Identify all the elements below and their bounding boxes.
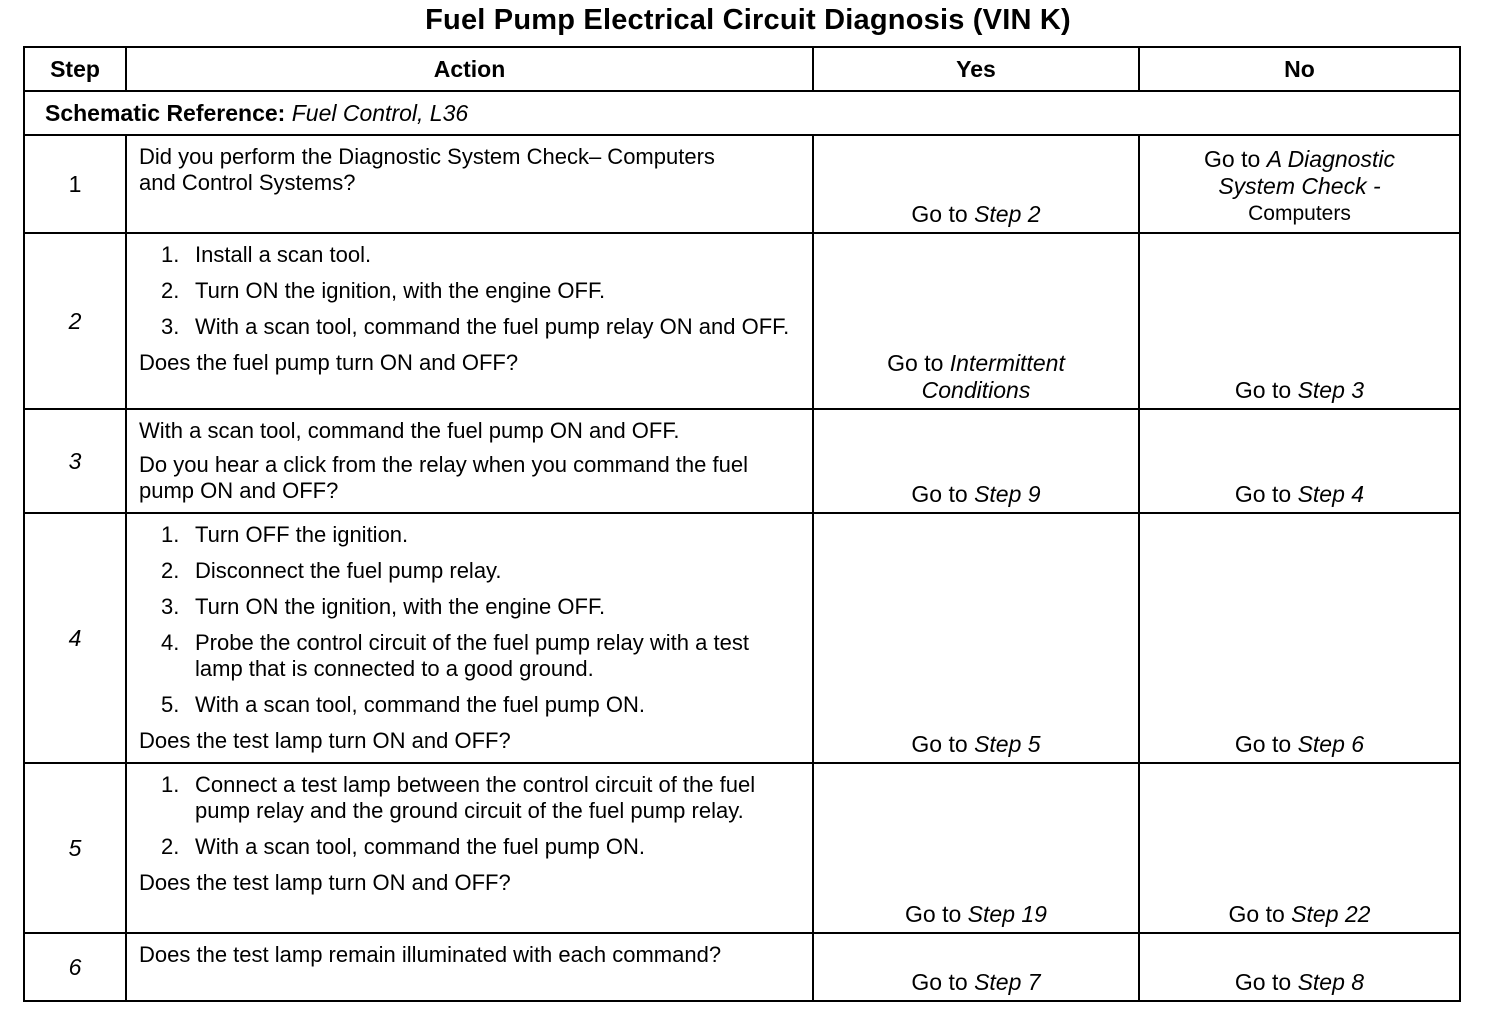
yes-prefix: Go to xyxy=(911,481,975,507)
action-list xyxy=(139,522,802,718)
action-question: Does the test lamp turn ON and OFF? xyxy=(139,728,511,753)
list-text: Disconnect the fuel pump relay. xyxy=(195,558,502,583)
yes-prefix: Go to xyxy=(911,969,975,995)
header-row xyxy=(24,47,1460,91)
yes-link[interactable]: Step 2 xyxy=(974,201,1041,227)
page-title: Fuel Pump Electrical Circuit Diagnosis (VIN K) xyxy=(425,4,1071,36)
action-cell xyxy=(126,763,813,933)
action-text: With a scan tool, command the fuel pump ON and OFF. xyxy=(139,418,680,443)
no-prefix: Go to xyxy=(1228,901,1292,927)
no-link[interactable]: Step 4 xyxy=(1297,481,1365,507)
list-item xyxy=(139,278,802,304)
no-prefix: Go to xyxy=(1234,969,1298,995)
action-text: and Control Systems? xyxy=(139,170,356,195)
action-cell xyxy=(126,233,813,409)
yes-link[interactable]: Step 7 xyxy=(974,969,1041,995)
no-cell xyxy=(1139,409,1460,513)
no-tail: Computers xyxy=(1248,202,1351,225)
yes-cell xyxy=(813,409,1139,513)
list-text: Connect a test lamp between the control circuit of the fuel pump relay and the ground circuit of the fuel pump relay. xyxy=(195,772,756,823)
list-number: 2. xyxy=(161,834,180,859)
list-number: 2. xyxy=(161,558,180,583)
list-item xyxy=(139,242,802,268)
list-text: Turn OFF the ignition. xyxy=(195,522,409,547)
yes-prefix: Go to xyxy=(905,901,968,927)
action-list xyxy=(139,772,802,860)
step-number: 4 xyxy=(24,513,126,763)
yes-link[interactable]: Step 5 xyxy=(974,731,1041,757)
no-cell xyxy=(1139,135,1460,233)
header-no: No xyxy=(1139,47,1460,91)
no-link[interactable]: Step 6 xyxy=(1297,731,1365,757)
list-number: 3. xyxy=(161,314,180,339)
no-prefix: Go to xyxy=(1204,146,1267,172)
action-list xyxy=(139,242,802,340)
list-item xyxy=(139,594,802,620)
list-number: 5. xyxy=(161,692,180,717)
list-item xyxy=(139,834,802,860)
table-row xyxy=(24,409,1460,513)
list-text: Turn ON the ignition, with the engine OFF. xyxy=(195,594,606,619)
table-row xyxy=(24,233,1460,409)
yes-cell xyxy=(813,513,1139,763)
list-item xyxy=(139,314,802,340)
header-action: Action xyxy=(126,47,813,91)
schematic-reference xyxy=(24,91,1460,135)
list-text: With a scan tool, command the fuel pump ON. xyxy=(195,692,645,717)
no-cell xyxy=(1139,513,1460,763)
step-number: 3 xyxy=(24,409,126,513)
list-number: 1. xyxy=(161,242,180,267)
yes-cell xyxy=(813,933,1139,1001)
yes-prefix: Go to xyxy=(911,201,975,227)
action-question: Does the fuel pump turn ON and OFF? xyxy=(139,350,519,375)
no-link[interactable]: System Check - xyxy=(1218,173,1381,199)
no-cell xyxy=(1139,763,1460,933)
yes-link[interactable]: Step 9 xyxy=(974,481,1041,507)
list-item xyxy=(139,522,802,548)
table-row xyxy=(24,933,1460,1001)
action-cell xyxy=(126,933,813,1001)
action-cell xyxy=(126,135,813,233)
yes-link[interactable]: Conditions xyxy=(921,377,1031,403)
no-link[interactable]: Step 8 xyxy=(1297,969,1365,995)
no-prefix: Go to xyxy=(1234,481,1298,507)
schematic-value: Fuel Control, L36 xyxy=(291,99,469,126)
no-prefix: Go to xyxy=(1234,731,1298,757)
diagnosis-table xyxy=(23,46,1461,1002)
list-text: With a scan tool, command the fuel pump ON. xyxy=(195,834,645,859)
list-text: Probe the control circuit of the fuel pump relay with a test lamp that is connected to a good ground. xyxy=(195,630,749,681)
no-cell xyxy=(1139,933,1460,1001)
no-link[interactable]: A Diagnostic xyxy=(1266,146,1395,172)
no-link[interactable]: Step 3 xyxy=(1297,377,1365,403)
step-number: 5 xyxy=(24,763,126,933)
step-number: 1 xyxy=(24,135,126,233)
table-row xyxy=(24,135,1460,233)
action-cell xyxy=(126,513,813,763)
list-item xyxy=(139,772,802,824)
header-yes: Yes xyxy=(813,47,1139,91)
schematic-row xyxy=(24,91,1460,135)
list-item xyxy=(139,692,802,718)
action-text: Do you hear a click from the relay when you command the fuel pump ON and OFF? xyxy=(139,452,748,503)
yes-link[interactable]: Step 19 xyxy=(967,901,1047,927)
yes-prefix: Go to xyxy=(911,731,975,757)
yes-cell xyxy=(813,233,1139,409)
list-number: 3. xyxy=(161,594,180,619)
list-text: With a scan tool, command the fuel pump relay ON and OFF. xyxy=(195,314,790,339)
yes-cell xyxy=(813,135,1139,233)
list-number: 4. xyxy=(161,630,180,655)
table-row xyxy=(24,763,1460,933)
list-number: 2. xyxy=(161,278,180,303)
step-number: 2 xyxy=(24,233,126,409)
action-cell xyxy=(126,409,813,513)
action-text: Does the test lamp remain illuminated with each command? xyxy=(139,942,722,967)
step-number: 6 xyxy=(24,933,126,1001)
table-row xyxy=(24,513,1460,763)
list-item xyxy=(139,558,802,584)
action-text: Did you perform the Diagnostic System Check– Computers xyxy=(139,144,715,169)
list-number: 1. xyxy=(161,772,180,797)
no-prefix: Go to xyxy=(1234,377,1298,403)
yes-link[interactable]: Intermittent xyxy=(949,350,1065,376)
yes-prefix: Go to xyxy=(887,350,950,376)
list-item xyxy=(139,630,802,682)
no-cell xyxy=(1139,233,1460,409)
list-text: Install a scan tool. xyxy=(195,242,372,267)
action-question: Does the test lamp turn ON and OFF? xyxy=(139,870,511,895)
schematic-label: Schematic Reference: xyxy=(45,99,286,126)
list-text: Turn ON the ignition, with the engine OFF. xyxy=(195,278,606,303)
list-number: 1. xyxy=(161,522,180,547)
header-step: Step xyxy=(24,47,126,91)
yes-cell xyxy=(813,763,1139,933)
no-link[interactable]: Step 22 xyxy=(1291,901,1371,927)
